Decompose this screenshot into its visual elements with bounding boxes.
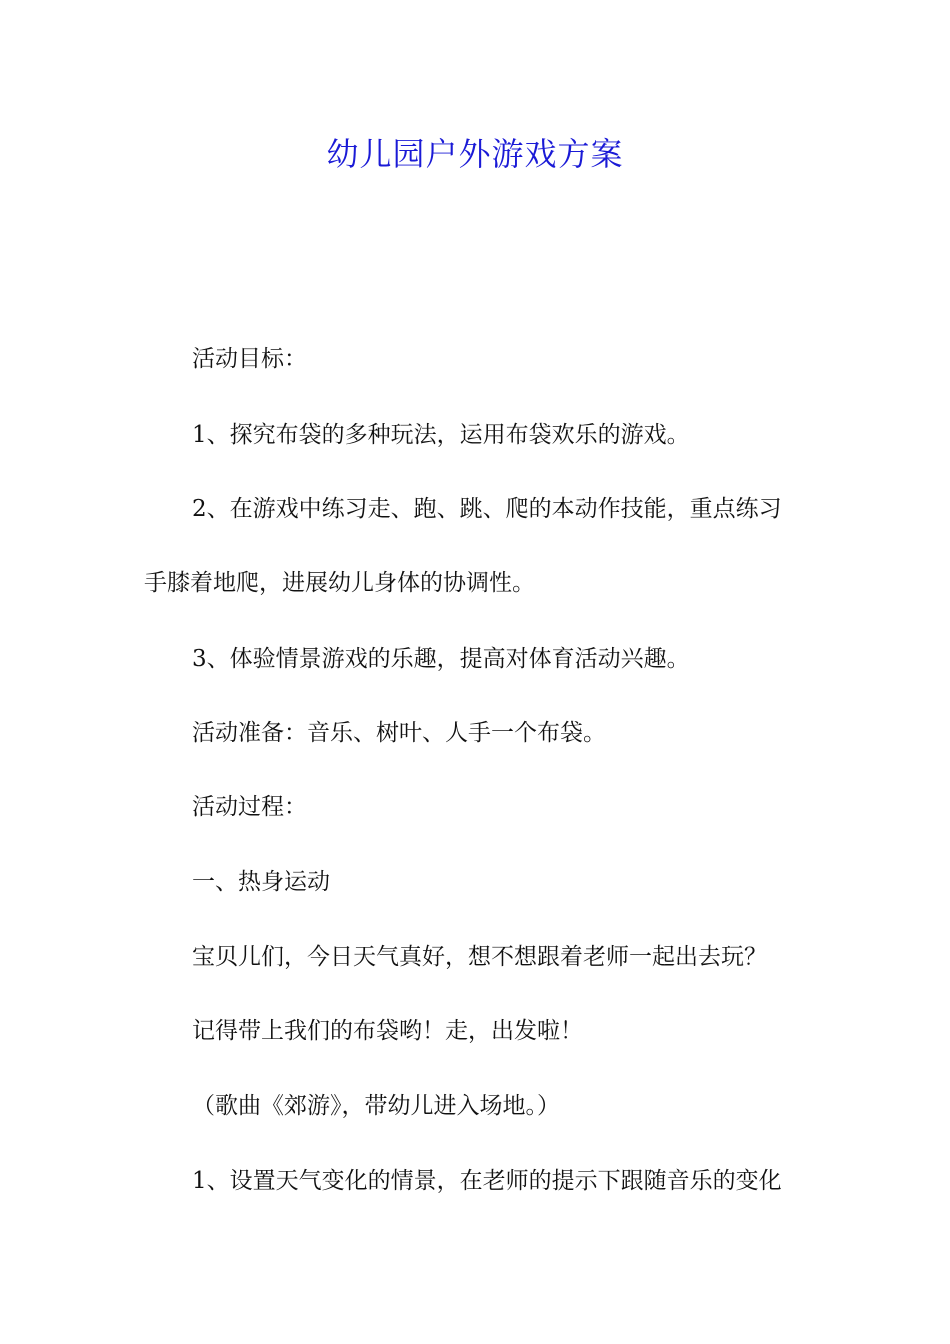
paragraph-line: 宝贝儿们，今日天气真好，想不想跟着老师一起出去玩？: [192, 944, 767, 970]
section-heading-process: 活动过程：: [192, 794, 307, 820]
paragraph-line: 记得带上我们的布袋哟！走，出发啦！: [192, 1018, 583, 1044]
section-heading-preparation: 活动准备：音乐、树叶、人手一个布袋。: [192, 720, 606, 746]
paragraph-line: （歌曲《郊游》，带幼儿进入场地。）: [192, 1093, 560, 1119]
paragraph-line: 1、探究布袋的多种玩法，运用布袋欢乐的游戏。: [192, 422, 690, 448]
section-heading-goals: 活动目标：: [192, 346, 307, 372]
paragraph-line: 2、在游戏中练习走、跑、跳、爬的本动作技能，重点练习: [192, 496, 782, 522]
paragraph-line: 手膝着地爬，进展幼儿身体的协调性。: [144, 570, 535, 596]
subsection-heading: 一、热身运动: [192, 869, 330, 895]
document-title: 幼儿园户外游戏方案: [326, 135, 624, 173]
paragraph-line: 3、体验情景游戏的乐趣，提高对体育活动兴趣。: [192, 646, 690, 672]
paragraph-line: 1、设置天气变化的情景，在老师的提示下跟随音乐的变化: [192, 1168, 782, 1194]
